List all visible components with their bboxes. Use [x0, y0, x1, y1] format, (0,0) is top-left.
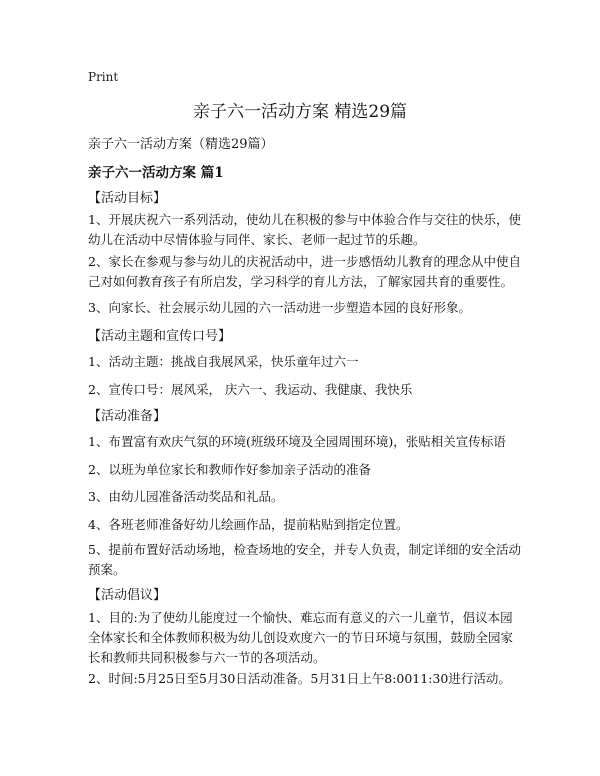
paragraph-prep-4: 4、各班老师准备好幼儿绘画作品，提前粘贴到指定位置。: [88, 517, 409, 532]
document-subtitle: 亲子六一活动方案（精选29篇）: [88, 137, 274, 152]
paragraph-prep-5: 5、提前布置好活动场地，检查场地的安全，并专人负责，制定详细的安全活动预案。: [88, 542, 521, 577]
section-heading-initiative: 【活动倡议】: [88, 588, 167, 603]
paragraph-initiative-1: 1、目的:为了使幼儿能度过一个愉快、难忘而有意义的六一儿童节，倡议本园全体家长和全体教师积极为幼儿创设欢度六一的节日环境与氛围，鼓励全园家长和教师共同积极参与六一节的各项活动。: [88, 610, 514, 665]
section-heading-goals: 【活动目标】: [88, 191, 167, 206]
paragraph-theme-1: 1、活动主题：挑战自我展风采，快乐童年过六一: [88, 354, 359, 369]
print-link[interactable]: Print: [88, 70, 119, 84]
paragraph-goal-3: 3、向家长、社会展示幼儿园的六一活动进一步塑造本园的良好形象。: [88, 300, 471, 315]
paragraph-goal-2: 2、家长在参观与参与幼儿的庆祝活动中，进一步感悟幼儿教育的理念从中使自己对如何教育孩子有所启发，学习科学的育儿方法，了解家园共育的重要性。: [88, 254, 521, 289]
paragraph-initiative-2: 2、时间:5月25日至5月30日活动准备。5月31日上午8:0011:30进行活动。: [88, 671, 511, 686]
paragraph-prep-3: 3、由幼儿园准备活动奖品和礼品。: [88, 489, 284, 504]
paragraph-goal-1: 1、开展庆祝六一系列活动，使幼儿在积极的参与中体验合作与交往的快乐，使幼儿在活动中尽情体验与同伴、家长、老师一起过节的乐趣。: [88, 212, 521, 247]
document-title: 亲子六一活动方案 精选29篇: [192, 102, 408, 122]
paragraph-prep-1: 1、布置富有欢庆气氛的环境(班级环境及全园周围环境)，张贴相关宣传标语: [88, 434, 506, 449]
paragraph-theme-2: 2、宣传口号：展风采， 庆六一、我运动、我健康、我快乐: [88, 382, 413, 397]
paragraph-prep-2: 2、以班为单位家长和教师作好参加亲子活动的准备: [88, 462, 371, 477]
section-heading-theme: 【活动主题和宣传口号】: [88, 329, 232, 344]
section-heading-prep: 【活动准备】: [88, 409, 167, 424]
part-heading: 亲子六一活动方案 篇1: [88, 165, 224, 181]
